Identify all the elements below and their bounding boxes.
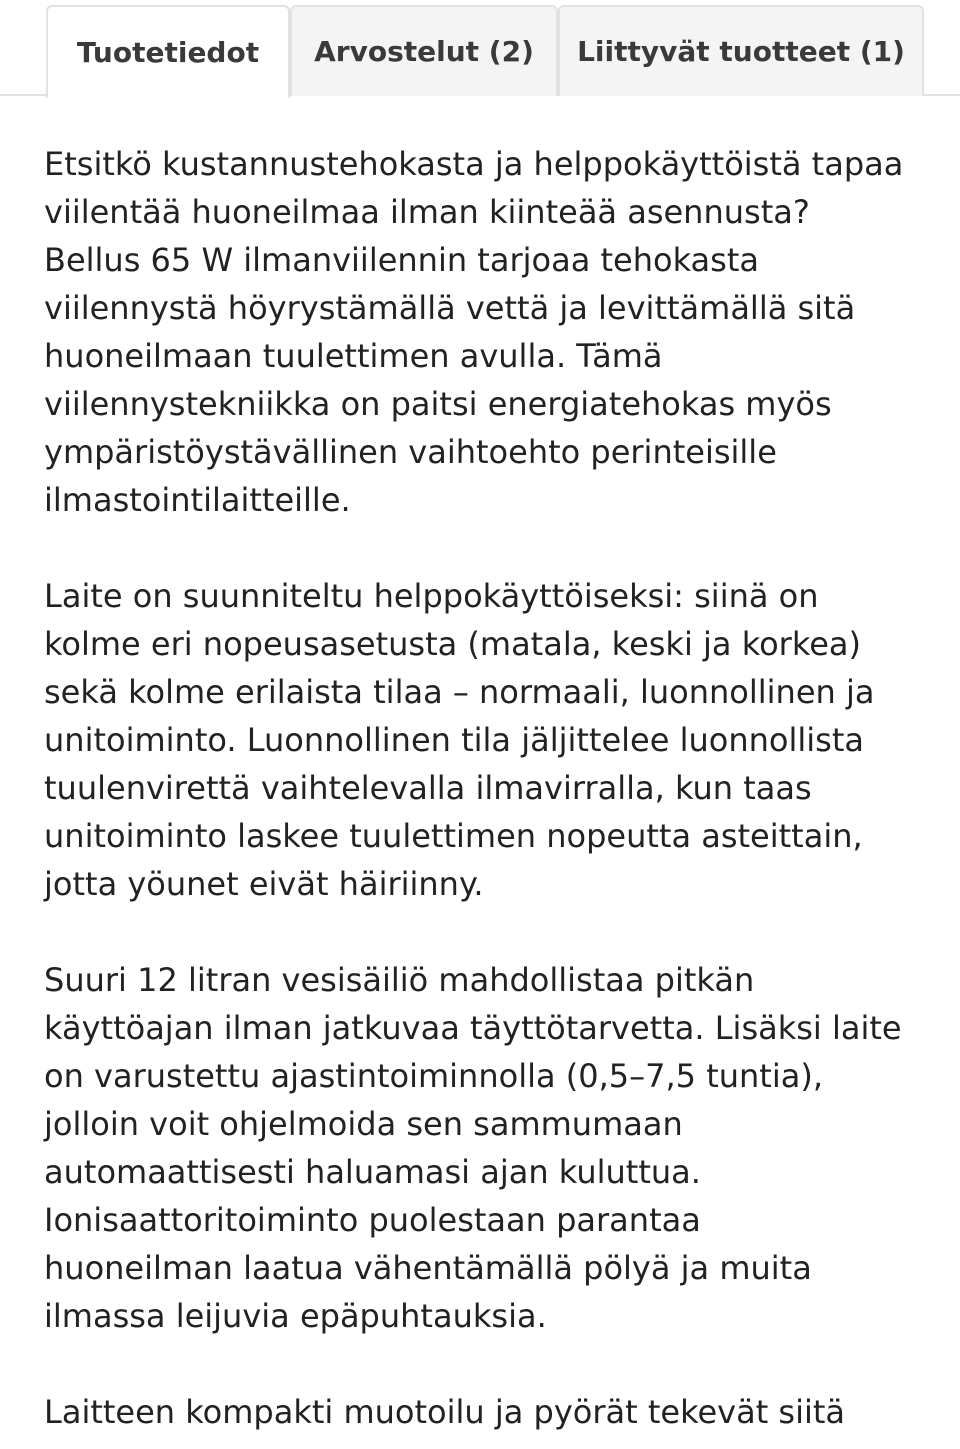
text-line: unitoiminto laskee tuulettimen nopeutta asteittain,: [44, 817, 863, 855]
text-line: Etsitkö kustannustehokasta ja helppokäyttöistä tapaa: [44, 145, 904, 183]
tab-label: Tuotetiedot: [76, 36, 260, 69]
tab-label: Arvostelut (2): [314, 35, 534, 68]
text-line: automaattisesti haluamasi ajan kuluttua.: [44, 1153, 701, 1191]
description-paragraph: [44, 1388, 924, 1436]
text-line: ympäristöystävällinen vaihtoehto perinteisille: [44, 433, 777, 471]
text-line: viilennystä höyrystämällä vettä ja levittämällä sitä: [44, 289, 856, 327]
product-description: [44, 140, 924, 1449]
text-line: on varustettu ajastintoiminnolla (0,5–7,5 tuntia),: [44, 1057, 823, 1095]
tab-reviews[interactable]: [290, 5, 558, 96]
text-line: Bellus 65 W ilmanviilennin tarjoaa tehokasta: [44, 241, 759, 279]
description-paragraph: [44, 956, 924, 1340]
text-line: kolme eri nopeusasetusta (matala, keski ja korkea): [44, 625, 861, 663]
text-line: jolloin voit ohjelmoida sen sammumaan: [44, 1105, 683, 1143]
text-line: ilmassa leijuvia epäpuhtauksia.: [44, 1297, 547, 1335]
text-line: unitoiminto. Luonnollinen tila jäljittelee luonnollista: [44, 721, 864, 759]
tab-product-info[interactable]: [46, 5, 290, 98]
tab-related-products[interactable]: [558, 5, 924, 96]
text-line: sekä kolme erilaista tilaa – normaali, luonnollinen ja: [44, 673, 875, 711]
text-line: viilennystekniikka on paitsi energiatehokas myös: [44, 385, 832, 423]
tab-bar: [0, 0, 960, 96]
description-paragraph: [44, 140, 924, 524]
text-line: huoneilmaan tuulettimen avulla. Tämä: [44, 337, 663, 375]
text-line: viilentää huoneilmaa ilman kiinteää asennusta?: [44, 193, 810, 231]
text-line: Laitteen kompakti muotoilu ja pyörät tekevät siitä: [44, 1393, 846, 1431]
text-line: tuulenvirettä vaihtelevalla ilmavirralla, kun taas: [44, 769, 812, 807]
description-paragraph: [44, 572, 924, 908]
text-line: huoneilman laatua vähentämällä pölyä ja muita: [44, 1249, 812, 1287]
text-line: Laite on suunniteltu helppokäyttöiseksi: siinä on: [44, 577, 819, 615]
text-line: Suuri 12 litran vesisäiliö mahdollistaa pitkän: [44, 961, 755, 999]
text-line: käyttöajan ilman jatkuvaa täyttötarvetta. Lisäksi laite: [44, 1009, 902, 1047]
text-line: ilmastointilaitteille.: [44, 481, 351, 519]
tab-label: Liittyvät tuotteet (1): [577, 35, 905, 68]
text-line: jotta yöunet eivät häiriinny.: [44, 865, 484, 903]
text-line: Ionisaattoritoiminto puolestaan parantaa: [44, 1201, 701, 1239]
